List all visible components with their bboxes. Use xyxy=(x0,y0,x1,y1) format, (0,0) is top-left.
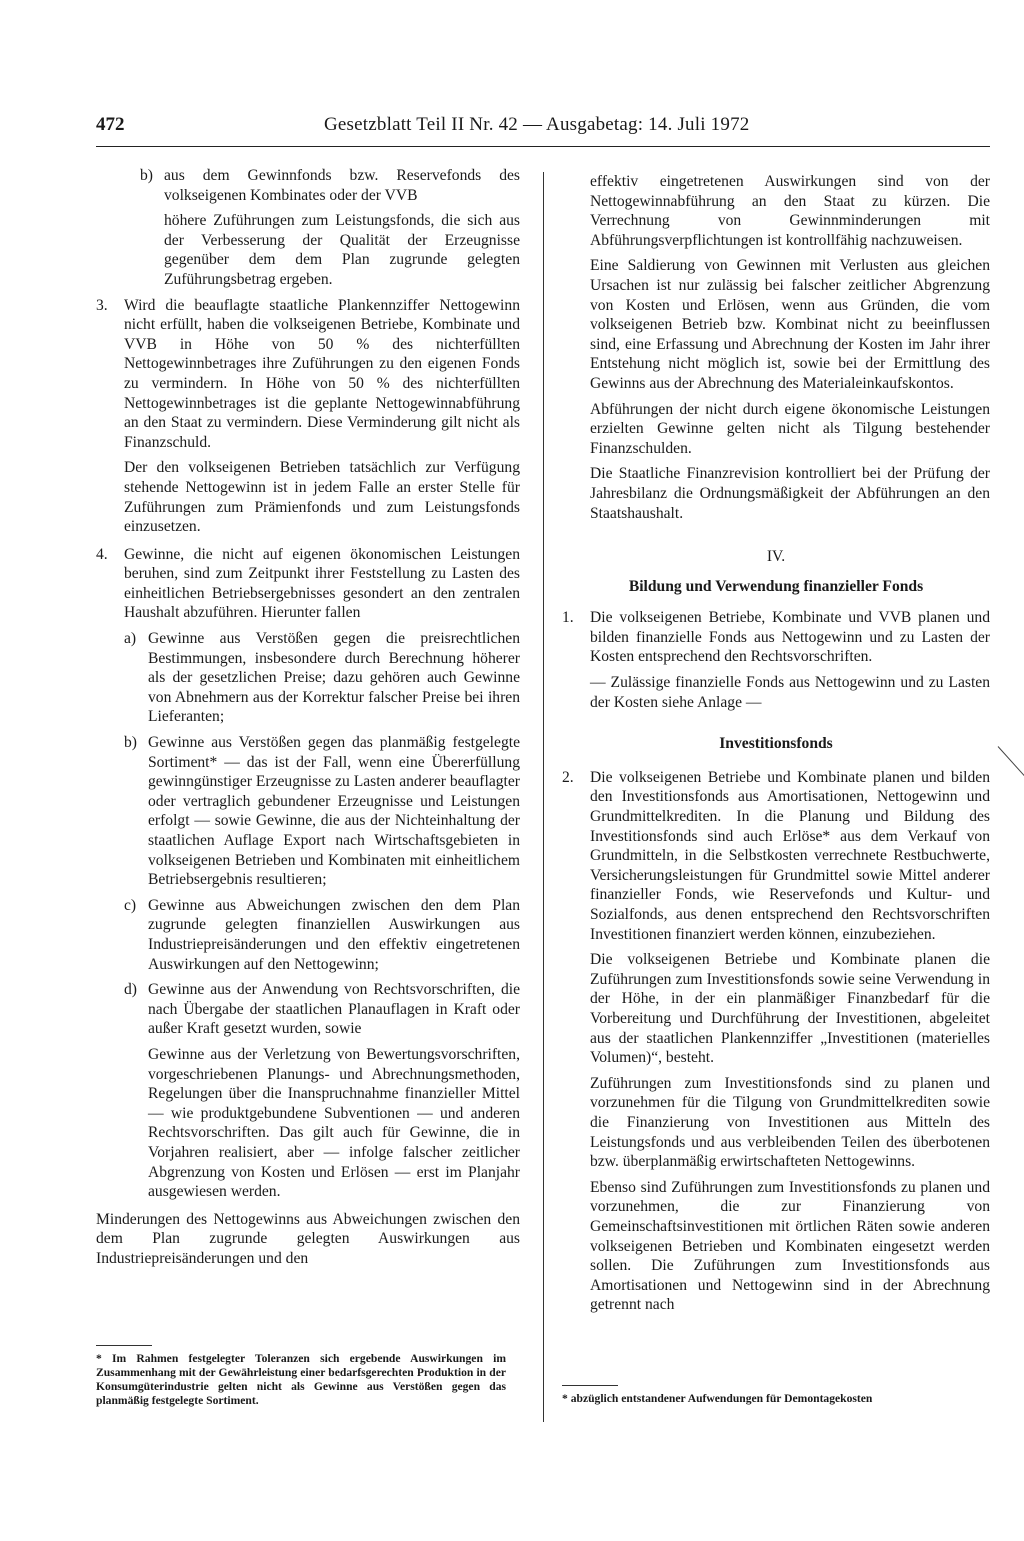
paragraph: Die volkseigenen Betriebe und Kombinate planen die Zuführungen zum Investitionsfonds sowie seine Verwendung in der Höhe, in der ein planmäßiger Finanzbedarf für die Vorbereitung und Durchführung der Investitionen, abgeleitet aus der staatlichen Plankennziffer „Investitionen (materielles Volumen)“, besteht. xyxy=(590,951,990,1067)
section-title: Bildung und Verwendung finanzieller Fonds xyxy=(628,577,924,595)
paragraph: Gewinne aus Abweichungen zwischen den dem Plan zugrunde gelegten finanziellen Auswirkungen aus Industriepreisänderungen und den effektiv eingetretenen Auswirkungen auf den Nettogewinn; xyxy=(148,896,520,973)
page-number: 472 xyxy=(96,114,125,135)
page-header xyxy=(96,114,988,144)
list-marker: 2. xyxy=(562,768,574,786)
footnote-rule xyxy=(96,1345,152,1346)
paragraph: Abführungen der nicht durch eigene ökonomische Leistungen erzielten Gewinne gelten nicht als Tilgung bestehender Finanzschulden. xyxy=(590,400,990,457)
paragraph: Die volkseigenen Betriebe, Kombinate und VVB planen und bilden finanzielle Fonds aus Nettogewinn und zu Lasten der Kosten entsprechend den Rechtsvorschriften. xyxy=(590,609,990,666)
list-marker: a) xyxy=(124,630,137,648)
list-marker: 1. xyxy=(562,609,574,627)
paragraph: Eine Saldierung von Gewinnen mit Verlusten aus gleichen Ursachen ist nur zulässig bei falscher zeitlicher Abgrenzung von Kosten und Erlösen, wenn aus Gründen, die vom volkseigenen Betrieb bzw. Kombinat nicht zu beeinflussen sind, eine Erfassung und Abrechnung der Kosten im Jahr ihrer Entstehung nicht möglich ist, sowie bei der Ermittlung des Gewinns aus der Abrechnung des Materialeinkaufskontos. xyxy=(590,257,990,392)
list-item-4b xyxy=(124,733,520,890)
list-marker: 4. xyxy=(96,545,108,563)
paragraph: Gewinne aus Verstößen gegen das planmäßig festgelegte Sortiment* — das ist der Fall, wenn eine Übererfüllung gewinngünstiger Erzeugnisse zu Lasten anderer beauflagter oder vertraglich gebundener Erzeugnisse und Leistungen erfolgt — sowie Gewinne, die aus der Nichteinhaltung der staatlichen Auflage Export nach Wirtschaftsgebieten in volkseigenen Betrieben und Kombinaten mit einheitlichem Betriebsergebnis resultieren; xyxy=(148,734,520,889)
list-item-4d xyxy=(124,980,520,1202)
section-number: IV. xyxy=(766,548,786,566)
paragraph: aus dem Gewinnfonds bzw. Reservefonds des volkseigenen Kombinates oder der VVB xyxy=(164,167,520,204)
gazette-title: Gesetzblatt Teil II Nr. 42 — Ausgabetag: 14. Juli 1972 xyxy=(324,114,750,135)
list-item-4 xyxy=(96,545,520,1202)
footnote-rule xyxy=(562,1385,618,1386)
paragraph: Die Staatliche Finanzrevision kontrolliert bei der Prüfung der Jahresbilanz die Ordnungsmäßigkeit der Abführungen an den Staatshaushalt. xyxy=(590,465,990,522)
list-item-4a xyxy=(124,629,520,727)
list-item-b xyxy=(140,166,520,290)
paragraph: Zuführungen zum Investitionsfonds sind zu planen und vorzunehmen für die Tilgung von Grundmittelkrediten sowie die Finanzierung von Investitionen aus Mitteln des Leistungsfonds und aus verbleibenden Teilen des überbotenen bzw. überplanmäßig erwirtschafteten Nettogewinns. xyxy=(590,1074,990,1171)
paragraph: Gewinne aus der Anwendung von Rechtsvorschriften, die nach Übergabe der staatlichen Planauflagen in Kraft oder außer Kraft gesetzt wurden, sowie xyxy=(148,981,520,1038)
list-marker: b) xyxy=(140,167,153,184)
paragraph: effektiv eingetretenen Auswirkungen sind von der Nettogewinnabführung an den Staat zu kürzen. Die Verrechnung von Gewinnminderungen mit Abführungsverpflichtungen ist kontrollfähig nachzuweisen. xyxy=(590,173,990,249)
footnote-left: * Im Rahmen festgelegter Toleranzen sich ergebende Auswirkungen im Zusammenhang mit der Gewährleistung einer bedarfsgerechten Produktion in der Konsumgüterindustrie gelten nicht als Gewinne aus Verstößen gegen das planmäßig festgelegte Sortiment. xyxy=(96,1352,506,1407)
subheading: Investitionsfonds xyxy=(719,735,833,753)
paragraph: Wird die beauflagte staatliche Plankennziffer Nettogewinn nicht erfüllt, haben die volkseigenen Betriebe, Kombinate und VVB in Höhe von 50 % des nichterfüllten Nettogewinnbetrages ihre Zuführungen zu den eigenen Fonds zu vermindern. In Höhe von 50 % des nichterfüllten Nettogewinnbetrages ist die geplante Nettogewinnabführung an den Staat zu vermindern. Diese Verminderung gilt nicht als Finanzschuld. xyxy=(124,296,520,451)
list-marker: d) xyxy=(124,981,137,999)
scan-artifact-line xyxy=(998,746,1024,779)
paragraph: Der den volkseigenen Betrieben tatsächlich zur Verfügung stehende Nettogewinn ist in jedem Falle an erster Stelle für Zuführungen zum Prämienfonds und zum Leistungsfonds einzusetzen. xyxy=(124,459,520,536)
paragraph: Ebenso sind Zuführungen zum Investitionsfonds zu planen und vorzunehmen, die zur Finanzierung von Gemeinschaftsinvestitionen mit örtlichen Räten sowie anderen volkseigenen Betrieben und Kombinaten eingesetzt werden sollen. Die Zuführungen zum Investitionsfonds aus Amortisationen und Nettogewinn sind in der Abrechnung getrennt nach xyxy=(590,1178,990,1314)
right-column xyxy=(562,172,990,1323)
list-marker: 3. xyxy=(96,296,108,314)
list-item-4c xyxy=(124,896,520,974)
list-marker: b) xyxy=(124,734,137,752)
closing-paragraph: Minderungen des Nettogewinns aus Abweichungen zwischen den dem Plan zugrunde gelegten Auswirkungen aus Industriepreisänderungen und den xyxy=(96,1210,520,1267)
footnote-right: * abzüglich entstandener Aufwendungen für Demontagekosten xyxy=(562,1392,873,1405)
column-divider xyxy=(543,172,544,1422)
list-item-1 xyxy=(562,608,990,712)
paragraph: — Zulässige finanzielle Fonds aus Nettogewinn und zu Lasten der Kosten siehe Anlage — xyxy=(590,674,990,711)
paragraph: Gewinne aus Verstößen gegen die preisrechtlichen Bestimmungen, insbesondere durch Berechnung höherer als der gesetzlichen Preise; dazu gehören auch Gewinne von Abnehmern aus der Korrektur falscher Preise bei ihren Lieferanten; xyxy=(148,630,520,726)
paragraph: Gewinne aus der Verletzung von Bewertungsvorschriften, vorgeschriebenen Planungs- und Abrechnungsmethoden, Regelungen über die Inanspruchnahme finanzieller Mittel — wie produktgebundene Subventionen — und anderen Rechtsvorschriften. Das gilt auch für Gewinne, die in Vorjahren realisiert, aber — infolge falscher zeitlicher Abgrenzung von Kosten und Erlösen — erst im Planjahr ausgewiesen werden. xyxy=(148,1045,520,1201)
paragraph: Die volkseigenen Betriebe und Kombinate planen und bilden den Investitionsfonds aus Amortisationen, Nettogewinn und Grundmittelkrediten. In die Planung und Bildung des Investitionsfonds sind auch Erlöse* aus dem Verkauf von Grundmitteln, in die Selbstkosten verrechnete Restbuchwerte, Versicherungsleistungen für Grundmittel sowie Mittel anderer finanzieller Fonds, wie Reservefonds und Kultur- und Sozialfonds, aus denen entsprechend den Rechtsvorschriften Investitionen finanziert werden können, einzubeziehen. xyxy=(590,768,990,943)
list-item-3 xyxy=(96,296,520,537)
header-rule xyxy=(96,146,990,147)
paragraph: Gewinne, die nicht auf eigenen ökonomischen Leistungen beruhen, sind zum Zeitpunkt ihrer Feststellung zu Lasten des einheitlichen Betriebsergebnisses gesondert an den zentralen Haushalt abzuführen. Hierunter fallen xyxy=(124,545,520,622)
paragraph: höhere Zuführungen zum Leistungsfonds, die sich aus der Verbesserung der Qualität der Erzeugnisse gegenüber dem dem Plan zugrunde gelegten Zuführungsbetrag ergeben. xyxy=(164,212,520,288)
left-column xyxy=(96,166,520,1274)
list-item-2 xyxy=(562,768,990,1315)
list-marker: c) xyxy=(124,896,137,914)
